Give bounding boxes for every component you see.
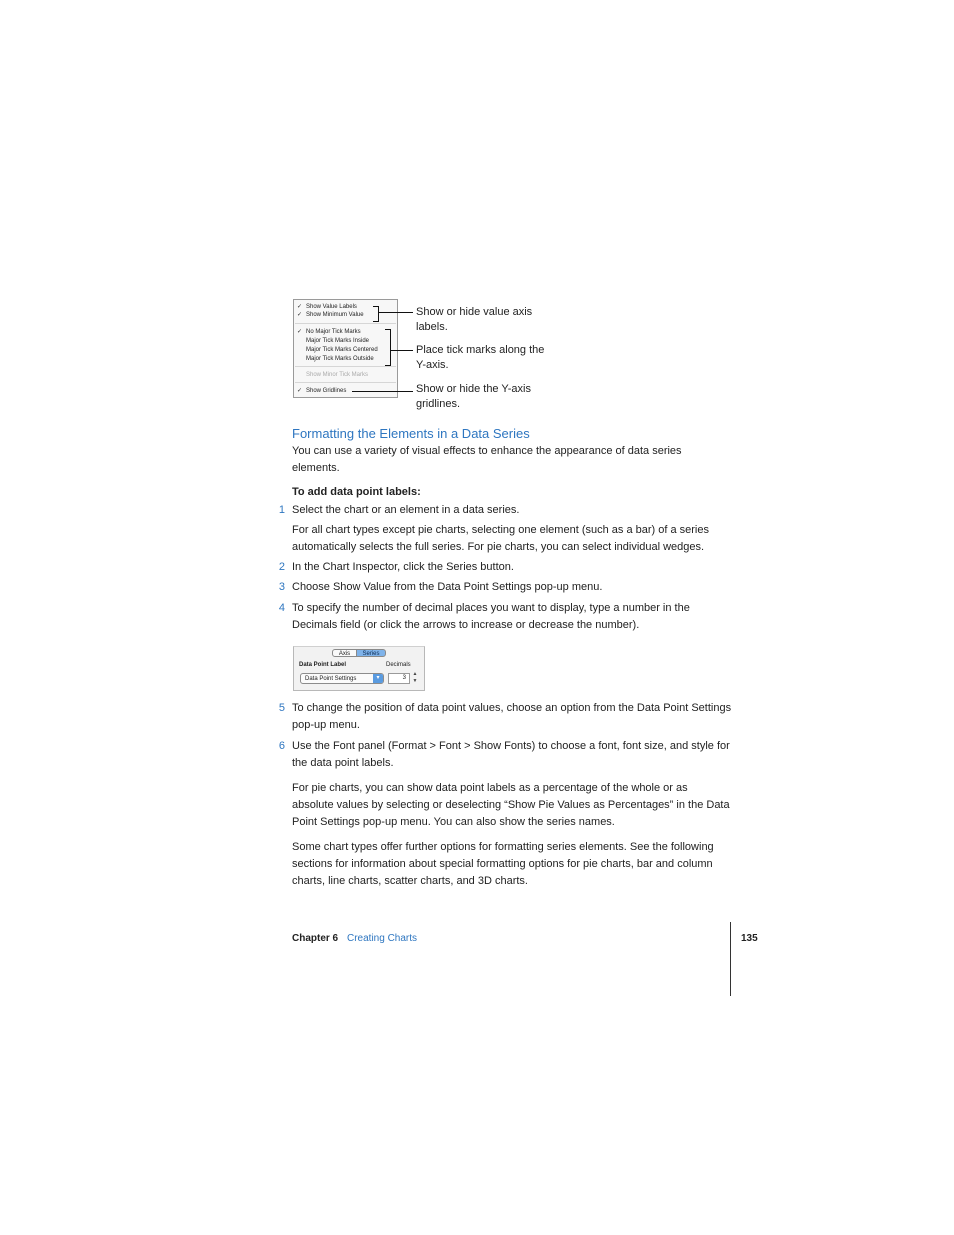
callout-leader-line — [379, 312, 413, 313]
menu-separator — [295, 366, 396, 367]
menu-item-show-minimum-value: ✓ Show Minimum Value — [297, 312, 364, 318]
callout-leader-line — [352, 391, 413, 392]
checkmark-icon: ✓ — [297, 312, 303, 318]
menu-item-major-tick-marks-inside: Major Tick Marks Inside — [306, 338, 370, 344]
menu-item-show-minor-tick-marks: Show Minor Tick Marks — [306, 372, 369, 378]
menu-item-major-tick-marks-centered: Major Tick Marks Centered — [306, 347, 378, 353]
footer-chapter-title: Creating Charts — [347, 933, 418, 944]
step-number: 6 — [278, 740, 285, 752]
footer-divider — [730, 922, 731, 996]
step-text: Choose Show Value from the Data Point Settings pop-up menu. — [292, 581, 603, 593]
intro-paragraph: You can use a variety of visual effects to enhance the appearance of data series elements. — [292, 445, 682, 474]
step-number: 4 — [278, 602, 285, 614]
menu-screenshot — [293, 299, 398, 398]
decimals-label: Decimals — [386, 662, 411, 668]
step-text: To change the position of data point values, choose an option from the Data Point Settings pop-up menu. — [292, 702, 732, 731]
menu-item-show-value-labels: ✓ Show Value Labels — [297, 304, 357, 310]
footer-chapter: Chapter 6 — [292, 933, 339, 944]
callout-leader-line — [391, 350, 413, 351]
callout-tick-marks: Place tick marks along the Y-axis. — [416, 344, 545, 371]
chevron-down-icon: ▾ — [373, 674, 383, 683]
step-text: In the Chart Inspector, click the Series button. — [292, 561, 514, 573]
menu-item-major-tick-marks-outside: Major Tick Marks Outside — [306, 356, 374, 362]
pie-charts-paragraph: For pie charts, you can show data point labels as a percentage of the whole or as absolute values by selecting or deselecting “Show Pie Values as Percentages” in the Data Point Settings pop-up menu. You can also show the series names. — [292, 782, 730, 828]
section-heading: Formatting the Elements in a Data Series — [292, 426, 530, 441]
further-options-paragraph: Some chart types offer further options for formatting series elements. See the following sections for information about special formatting options for pie charts, bar and column charts, line charts, scatter charts, and 3D charts. — [292, 841, 714, 887]
menu-item-show-gridlines: ✓ Show Gridlines — [297, 388, 347, 394]
step-text: Use the Font panel (Format > Font > Show Fonts) to choose a font, font size, and style for the data point labels. — [292, 740, 730, 769]
callout-value-axis-labels: Show or hide value axis labels. — [416, 306, 533, 333]
data-point-settings-popup: Data Point Settings ▾ — [300, 673, 384, 684]
chart-inspector-screenshot — [293, 646, 425, 691]
task-title: To add data point labels: — [292, 486, 421, 498]
menu-item-no-major-tick-marks: ✓ No Major Tick Marks — [297, 329, 361, 335]
menu-separator — [295, 382, 396, 383]
tab-series: Series — [356, 649, 386, 657]
step-number: 1 — [278, 504, 285, 516]
callout-bracket — [373, 306, 379, 322]
decimals-field: 3 — [388, 673, 410, 684]
step-number: 3 — [278, 581, 285, 593]
checkmark-icon: ✓ — [297, 388, 303, 394]
step-number: 5 — [278, 702, 285, 714]
callout-bracket — [385, 329, 391, 366]
data-point-label-heading: Data Point Label — [299, 662, 347, 668]
step-text: To specify the number of decimal places you want to display, type a number in the Decimals field (or click the arrows to increase or decrease the number). — [292, 602, 690, 631]
menu-separator — [295, 323, 396, 324]
step-note: For all chart types except pie charts, selecting one element (such as a bar) of a series automatically selects the full series. For pie charts, you can select individual wedges. — [292, 524, 709, 553]
step-text: Select the chart or an element in a data series. — [292, 504, 520, 516]
checkmark-icon: ✓ — [297, 304, 303, 310]
stepper-arrows-icon: ▲ ▼ — [412, 671, 418, 684]
callout-gridlines: Show or hide the Y-axis gridlines. — [416, 383, 531, 410]
tab-axis: Axis — [332, 649, 357, 657]
page-number: 135 — [741, 933, 758, 944]
checkmark-icon: ✓ — [297, 329, 303, 335]
step-number: 2 — [278, 561, 285, 573]
